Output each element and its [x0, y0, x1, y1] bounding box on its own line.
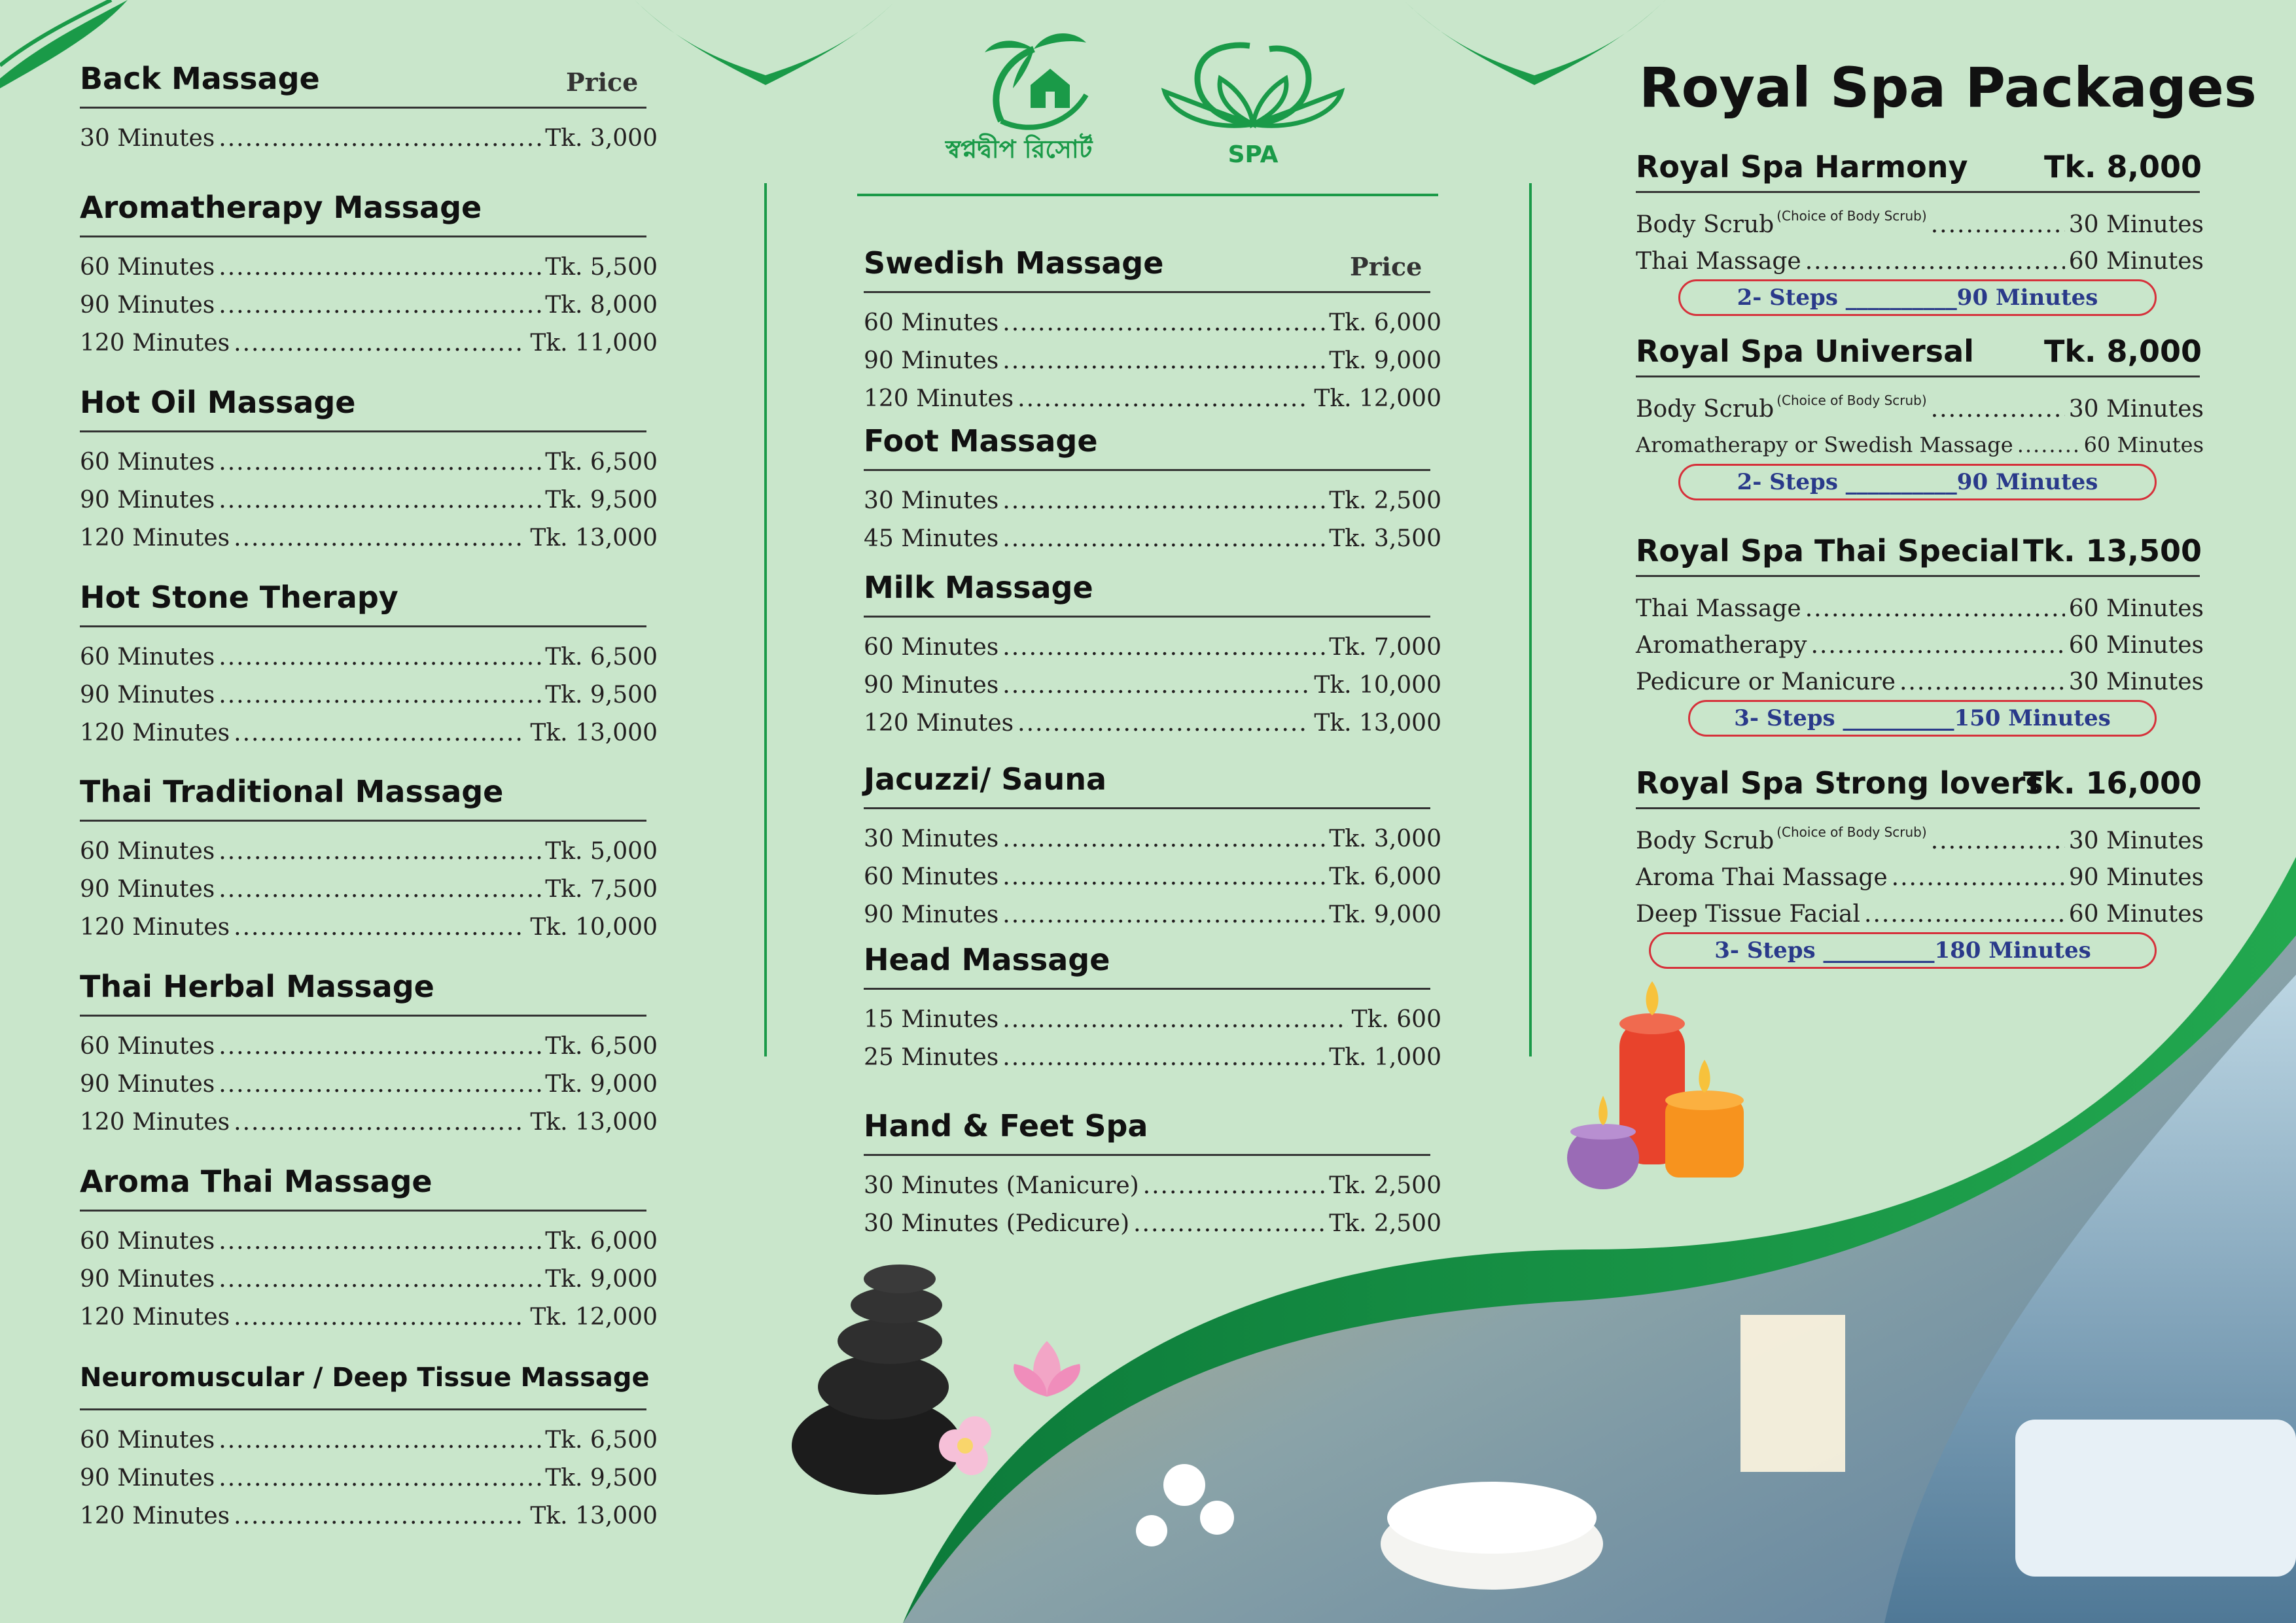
steps-badge: 3- Steps __________150 Minutes: [1688, 700, 2157, 737]
duration-label: 30 Minutes (Pedicure): [864, 1210, 1130, 1237]
dot-leader: [1002, 634, 1325, 661]
duration-label: 90 Minutes: [864, 347, 999, 374]
duration-label: 120 Minutes: [864, 710, 1014, 737]
price-row: [864, 385, 1441, 412]
duration-label: 90 Minutes: [80, 487, 215, 514]
duration-label: 15 Minutes: [864, 1006, 999, 1033]
duration-label: 120 Minutes: [80, 1109, 230, 1136]
packages-heading: Royal Spa Packages: [1639, 56, 2257, 120]
price-value: Tk. 6,500: [545, 449, 658, 476]
package-row: [1636, 393, 2204, 423]
section-rule: [80, 820, 646, 822]
price-value: Tk. 12,000: [1314, 385, 1441, 412]
package-row: [1636, 669, 2204, 695]
package-row: [1636, 208, 2204, 238]
dot-leader: [1805, 248, 2065, 275]
dot-leader: [234, 1109, 526, 1136]
price-row: [80, 1071, 658, 1098]
price-value: Tk. 9,000: [1329, 347, 1441, 374]
section-title: Back Massage: [80, 61, 320, 96]
duration-label: 60 Minutes: [80, 1228, 215, 1255]
price-row: [80, 330, 658, 357]
duration-label: 90 Minutes: [80, 1266, 215, 1293]
dot-leader: [234, 914, 526, 941]
treatment-label: Body Scrub: [1636, 828, 1775, 854]
price-value: Tk. 7,000: [1329, 634, 1441, 661]
dot-leader: [1002, 347, 1325, 374]
price-row: [80, 644, 658, 671]
dot-leader: [2017, 432, 2080, 457]
package-row: [1636, 248, 2204, 275]
duration-label: 90 Minutes: [80, 292, 215, 319]
price-value: Tk. 5,500: [545, 254, 658, 281]
dot-leader: [1931, 211, 2065, 238]
package-price: Tk. 16,000: [2023, 765, 2202, 801]
price-row: [864, 525, 1441, 552]
dot-leader: [1805, 595, 2065, 622]
duration-label: 60 Minutes: [864, 864, 999, 890]
price-row: [80, 525, 658, 551]
dot-leader: [1002, 672, 1310, 699]
section-title: Aroma Thai Massage: [80, 1164, 433, 1199]
duration-label: 60 Minutes: [80, 1427, 215, 1454]
treatment-duration: 30 Minutes: [2068, 669, 2204, 695]
price-column-header: Price: [566, 67, 639, 97]
price-value: Tk. 6,000: [1329, 309, 1441, 336]
price-row: [80, 1503, 658, 1529]
duration-label: 60 Minutes: [80, 449, 215, 476]
treatment-label: Body Scrub: [1636, 396, 1775, 423]
spa-logo-text: SPA: [1227, 141, 1279, 168]
price-value: Tk. 10,000: [1314, 672, 1441, 699]
section-title: Thai Herbal Massage: [80, 969, 434, 1004]
logo-underline: [857, 194, 1438, 196]
price-row: [864, 634, 1441, 661]
dot-leader: [219, 682, 541, 708]
section-rule: [80, 1210, 646, 1212]
dot-leader: [219, 487, 541, 514]
section-title: Milk Massage: [864, 570, 1093, 605]
spa-logo: [1158, 39, 1354, 190]
package-rule: [1636, 375, 2200, 377]
duration-label: 60 Minutes: [80, 1033, 215, 1060]
price-row: [80, 1266, 658, 1293]
duration-label: 25 Minutes: [864, 1044, 999, 1071]
dot-leader: [234, 1304, 526, 1331]
treatment-duration: 30 Minutes: [2068, 396, 2204, 423]
treatment-label: Thai Massage: [1636, 595, 1801, 622]
dot-leader: [1931, 828, 2065, 854]
price-value: Tk. 13,000: [530, 525, 658, 551]
price-row: [80, 254, 658, 281]
price-value: Tk. 13,000: [530, 1503, 658, 1529]
treatment-label: Deep Tissue Facial: [1636, 901, 1861, 928]
duration-label: 30 Minutes: [80, 125, 215, 152]
section-rule: [80, 625, 646, 627]
dot-leader: [219, 1228, 541, 1255]
section-title: Hot Oil Massage: [80, 385, 356, 420]
price-value: Tk. 11,000: [530, 330, 658, 357]
package-row: [1636, 432, 2204, 457]
palm-house-icon: [975, 23, 1093, 134]
steps-badge: 2- Steps __________90 Minutes: [1678, 279, 2157, 316]
dot-leader: [219, 644, 541, 671]
price-value: Tk. 13,000: [530, 720, 658, 746]
treatment-duration: 30 Minutes: [2068, 211, 2204, 238]
price-value: Tk. 6,500: [545, 1033, 658, 1060]
treatment-label: Pedicure or Manicure: [1636, 669, 1896, 695]
price-value: Tk. 9,500: [545, 1465, 658, 1492]
price-value: Tk. 12,000: [530, 1304, 658, 1331]
treatment-label: Body Scrub: [1636, 211, 1775, 238]
price-value: Tk. 1,000: [1329, 1044, 1441, 1071]
section-rule: [80, 236, 646, 237]
dot-leader: [219, 449, 541, 476]
duration-label: 60 Minutes: [80, 838, 215, 865]
duration-label: 90 Minutes: [80, 1071, 215, 1098]
section-rule: [80, 107, 646, 109]
duration-label: 120 Minutes: [80, 914, 230, 941]
duration-label: 60 Minutes: [80, 644, 215, 671]
price-row: [80, 292, 658, 319]
price-row: [80, 1427, 658, 1454]
section-rule: [864, 616, 1430, 618]
price-value: Tk. 6,500: [545, 1427, 658, 1454]
dot-leader: [219, 1033, 541, 1060]
price-row: [864, 826, 1441, 852]
treatment-label: Aromatherapy: [1636, 632, 1807, 659]
package-price: Tk. 8,000: [2044, 149, 2202, 184]
dot-leader: [1002, 487, 1325, 514]
price-row: [80, 876, 658, 903]
duration-label: 45 Minutes: [864, 525, 999, 552]
package-row: [1636, 824, 2204, 854]
price-row: [80, 487, 658, 514]
price-value: Tk. 10,000: [530, 914, 658, 941]
package-price: Tk. 8,000: [2044, 334, 2202, 369]
package-title: Royal Spa Strong lovers: [1636, 765, 2043, 801]
section-rule: [864, 291, 1430, 293]
package-row: [1636, 595, 2204, 622]
price-row: [80, 1465, 658, 1492]
section-rule: [80, 430, 646, 432]
price-row: [80, 1228, 658, 1255]
section-title: Hand & Feet Spa: [864, 1108, 1148, 1143]
price-row: [864, 672, 1441, 699]
package-rule: [1636, 575, 2200, 577]
price-value: Tk. 9,000: [545, 1071, 658, 1098]
dot-leader: [1002, 826, 1325, 852]
dot-leader: [234, 330, 526, 357]
duration-label: 120 Minutes: [80, 330, 230, 357]
duration-label: 90 Minutes: [864, 901, 999, 928]
duration-label: 120 Minutes: [80, 1304, 230, 1331]
lotus-icon: [1158, 39, 1348, 144]
section-rule: [864, 807, 1430, 809]
dot-leader: [234, 720, 526, 746]
price-value: Tk. 6,000: [545, 1228, 658, 1255]
section-rule: [80, 1408, 646, 1410]
dot-leader: [1017, 385, 1310, 412]
duration-label: 90 Minutes: [80, 1465, 215, 1492]
treatment-label: Thai Massage: [1636, 248, 1801, 275]
duration-label: 60 Minutes: [864, 634, 999, 661]
treatment-label: Aromatherapy or Swedish Massage: [1636, 432, 2013, 457]
price-row: [864, 487, 1441, 514]
dot-leader: [1931, 396, 2065, 423]
price-row: [80, 720, 658, 746]
duration-label: 120 Minutes: [80, 720, 230, 746]
dot-leader: [234, 525, 526, 551]
dot-leader: [219, 1465, 541, 1492]
leaf-swoosh-decoration: [635, 0, 896, 92]
treatment-duration: 60 Minutes: [2068, 248, 2204, 275]
section-title: Hot Stone Therapy: [80, 580, 398, 615]
price-value: Tk. 9,500: [545, 682, 658, 708]
section-title: Jacuzzi/ Sauna: [864, 761, 1107, 797]
price-value: Tk. 13,000: [530, 1109, 658, 1136]
price-value: Tk. 7,500: [545, 876, 658, 903]
dot-leader: [219, 1266, 541, 1293]
dot-leader: [219, 254, 541, 281]
price-row: [864, 347, 1441, 374]
price-value: Tk. 5,000: [545, 838, 658, 865]
steps-badge: 2- Steps __________90 Minutes: [1678, 464, 2157, 500]
price-column-header: Price: [1350, 252, 1422, 281]
treatment-label: Aroma Thai Massage: [1636, 864, 1888, 891]
treatment-duration: 60 Minutes: [2068, 632, 2204, 659]
price-value: Tk. 2,500: [1329, 1210, 1441, 1237]
dot-leader: [219, 1427, 541, 1454]
duration-label: 120 Minutes: [864, 385, 1014, 412]
price-row: [80, 1304, 658, 1331]
treatment-duration: 60 Minutes: [2068, 901, 2204, 928]
package-rule: [1636, 807, 2200, 809]
price-value: Tk. 6,500: [545, 644, 658, 671]
section-title: Aromatherapy Massage: [80, 190, 482, 225]
dot-leader: [1899, 669, 2065, 695]
price-row: [80, 1033, 658, 1060]
dot-leader: [219, 292, 541, 319]
duration-label: 120 Minutes: [80, 525, 230, 551]
price-value: Tk. 9,500: [545, 487, 658, 514]
dot-leader: [1002, 525, 1325, 552]
duration-label: 90 Minutes: [80, 682, 215, 708]
price-value: Tk. 2,500: [1329, 487, 1441, 514]
leaf-swoosh-decoration: [1404, 0, 1665, 92]
duration-label: 30 Minutes: [864, 826, 999, 852]
price-row: [80, 449, 658, 476]
dot-leader: [219, 876, 541, 903]
price-value: Tk. 3,000: [545, 125, 658, 152]
package-row: [1636, 632, 2204, 659]
price-row: [80, 1109, 658, 1136]
dot-leader: [1002, 309, 1325, 336]
section-title: Head Massage: [864, 942, 1110, 977]
section-title: Neuromuscular / Deep Tissue Massage: [80, 1363, 650, 1393]
price-value: Tk. 13,000: [1314, 710, 1441, 737]
treatment-note: (Choice of Body Scrub): [1776, 824, 1927, 840]
column-divider: [764, 183, 767, 1056]
package-price: Tk. 13,500: [2023, 533, 2202, 568]
price-value: Tk. 9,000: [545, 1266, 658, 1293]
price-row: [864, 309, 1441, 336]
price-row: [80, 682, 658, 708]
treatment-note: (Choice of Body Scrub): [1776, 393, 1927, 408]
price-value: Tk. 8,000: [545, 292, 658, 319]
candles-illustration: [1557, 968, 1767, 1204]
package-title: Royal Spa Universal: [1636, 334, 1974, 369]
duration-label: 90 Minutes: [864, 672, 999, 699]
duration-label: 90 Minutes: [80, 876, 215, 903]
price-value: Tk. 3,500: [1329, 525, 1441, 552]
price-value: Tk. 2,500: [1329, 1172, 1441, 1199]
package-title: Royal Spa Thai Special: [1636, 533, 2020, 568]
section-title: Swedish Massage: [864, 245, 1164, 281]
package-rule: [1636, 191, 2200, 193]
section-rule: [80, 1015, 646, 1017]
price-row: [80, 914, 658, 941]
section-title: Foot Massage: [864, 423, 1098, 459]
price-value: Tk. 3,000: [1329, 826, 1441, 852]
price-row: [80, 838, 658, 865]
treatment-duration: 60 Minutes: [2083, 432, 2204, 457]
price-row: [864, 710, 1441, 737]
dot-leader: [234, 1503, 526, 1529]
duration-label: 120 Minutes: [80, 1503, 230, 1529]
treatment-duration: 60 Minutes: [2068, 595, 2204, 622]
dot-leader: [1811, 632, 2065, 659]
dot-leader: [219, 838, 541, 865]
section-rule: [864, 469, 1430, 471]
section-title: Thai Traditional Massage: [80, 774, 504, 809]
treatment-duration: 30 Minutes: [2068, 828, 2204, 854]
treatment-duration: 90 Minutes: [2068, 864, 2204, 891]
resort-logo-text: স্বপ্নদ্বীপ রিসোর্ট: [945, 135, 1093, 164]
duration-label: 30 Minutes: [864, 487, 999, 514]
resort-logo: [945, 23, 1106, 173]
hot-stones-illustration: [785, 1243, 1086, 1518]
price-value: Tk. 6,000: [1329, 864, 1441, 890]
price-value: Tk. 600: [1351, 1006, 1441, 1033]
duration-label: 30 Minutes (Manicure): [864, 1172, 1139, 1199]
duration-label: 60 Minutes: [864, 309, 999, 336]
dot-leader: [219, 125, 541, 152]
steps-badge: 3- Steps __________180 Minutes: [1649, 932, 2157, 969]
price-value: Tk. 9,000: [1329, 901, 1441, 928]
duration-label: 60 Minutes: [80, 254, 215, 281]
dot-leader: [1017, 710, 1310, 737]
price-row: [80, 125, 658, 152]
package-title: Royal Spa Harmony: [1636, 149, 1968, 184]
treatment-note: (Choice of Body Scrub): [1776, 208, 1927, 224]
lotus-flower-icon: [1014, 1341, 1080, 1397]
dot-leader: [219, 1071, 541, 1098]
